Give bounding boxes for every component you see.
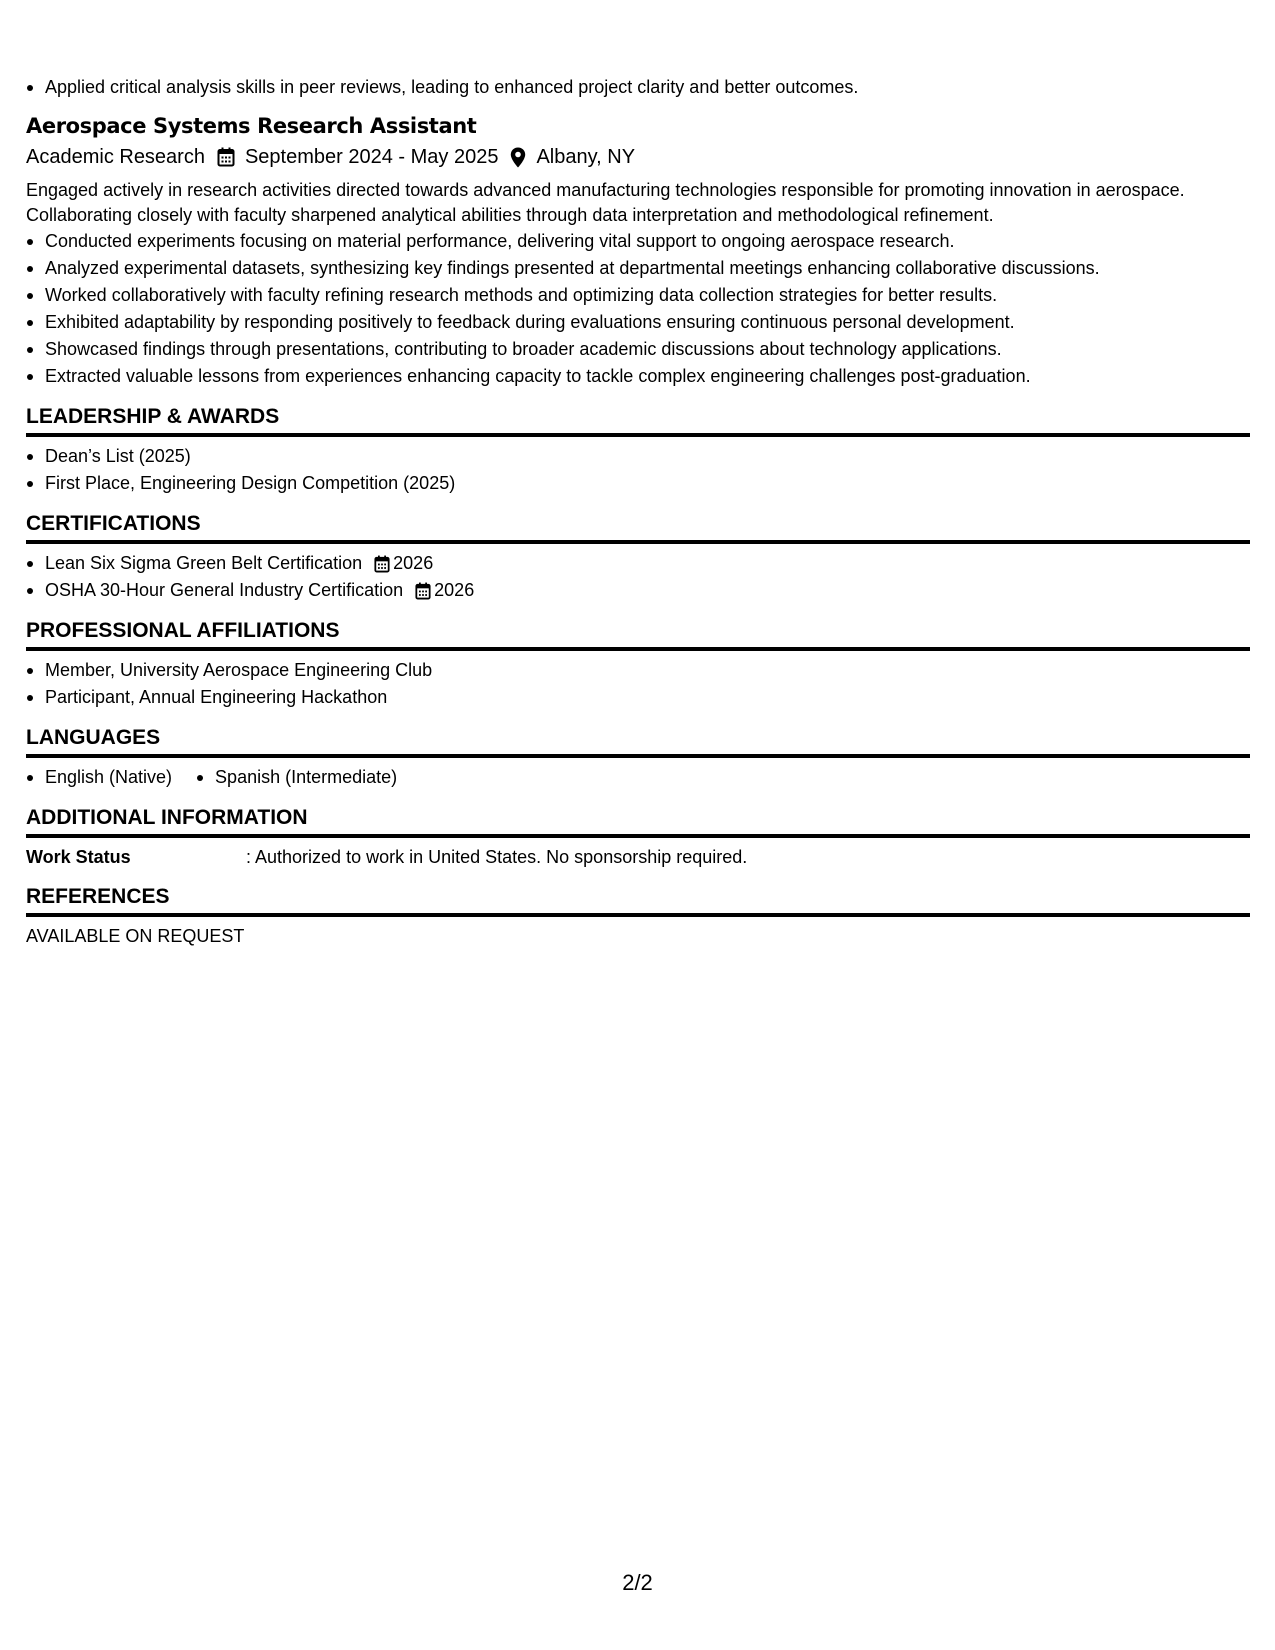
work-status-label: Work Status: [26, 847, 131, 867]
additional-info-section: [26, 803, 1250, 870]
references-text: AVAILABLE ON REQUEST: [26, 926, 245, 946]
experience-entry: [26, 111, 1250, 390]
leadership-list: [26, 443, 1250, 497]
section-heading: LANGUAGES: [26, 723, 1250, 758]
leadership-section: [26, 402, 1250, 497]
list-item: [26, 550, 1250, 577]
list-item: Extracted valuable lessons from experiences enhancing capacity to tackle complex engineering challenges post-graduation.: [26, 363, 1250, 390]
job-description: Engaged actively in research activities directed towards advanced manufacturing technologies responsible for promoting innovation in aerospace. Collaborating closely with faculty sharpened analytical abilities through data interpretation and methodological refinement.: [26, 180, 1185, 225]
list-item: Participant, Annual Engineering Hackathon: [26, 684, 1250, 711]
job-bullets: [26, 228, 1250, 390]
resume-page: [26, 74, 1250, 949]
list-item: First Place, Engineering Design Competition (2025): [26, 470, 1250, 497]
calendar-icon: [217, 147, 235, 167]
certification-name: OSHA 30-Hour General Industry Certification: [45, 580, 404, 600]
section-heading: CERTIFICATIONS: [26, 509, 1250, 544]
list-item: Showcased findings through presentations, contributing to broader academic discussions about technology applications.: [26, 336, 1250, 363]
list-item: Applied critical analysis skills in peer reviews, leading to enhanced project clarity and better outcomes.: [26, 74, 1250, 101]
list-item: Analyzed experimental datasets, synthesizing key findings presented at departmental meetings enhancing collaborative discussions.: [26, 255, 1250, 282]
section-heading: LEADERSHIP & AWARDS: [26, 402, 1250, 437]
previous-job-bullets: [26, 74, 1250, 101]
certifications-section: [26, 509, 1250, 604]
calendar-icon: [374, 555, 390, 573]
affiliations-section: [26, 616, 1250, 711]
work-status-row: [26, 844, 1250, 870]
list-item: Dean’s List (2025): [26, 443, 1250, 470]
job-title: Aerospace Systems Research Assistant: [26, 114, 477, 138]
list-item: Member, University Aerospace Engineering Club: [26, 657, 1250, 684]
job-location: Albany, NY: [536, 146, 636, 168]
list-item: English (Native): [26, 764, 172, 791]
references-section: [26, 882, 1250, 949]
languages-list: [26, 764, 1250, 791]
job-meta: [26, 141, 1250, 173]
list-item: Exhibited adaptability by responding positively to feedback during evaluations ensuring continuous personal development.: [26, 309, 1250, 336]
certification-name: Lean Six Sigma Green Belt Certification: [45, 553, 363, 573]
section-heading: REFERENCES: [26, 882, 1250, 917]
affiliations-list: [26, 657, 1250, 711]
certification-year: 2026: [393, 553, 434, 573]
job-dates: September 2024 - May 2025: [244, 146, 499, 168]
job-organization: Academic Research: [26, 146, 205, 168]
section-heading: ADDITIONAL INFORMATION: [26, 803, 1250, 838]
page-number: 2/2: [622, 1570, 653, 1595]
list-item: Spanish (Intermediate): [196, 764, 397, 791]
work-status-value: : Authorized to work in United States. No sponsorship required.: [246, 847, 748, 867]
map-pin-icon: [510, 147, 526, 168]
certification-year: 2026: [434, 580, 475, 600]
calendar-icon: [415, 582, 431, 600]
languages-section: [26, 723, 1250, 791]
list-item: [26, 577, 1250, 604]
certifications-list: [26, 550, 1250, 604]
section-heading: PROFESSIONAL AFFILIATIONS: [26, 616, 1250, 651]
list-item: Conducted experiments focusing on material performance, delivering vital support to ongoing aerospace research.: [26, 228, 1250, 255]
list-item: Worked collaboratively with faculty refining research methods and optimizing data collection strategies for better results.: [26, 282, 1250, 309]
